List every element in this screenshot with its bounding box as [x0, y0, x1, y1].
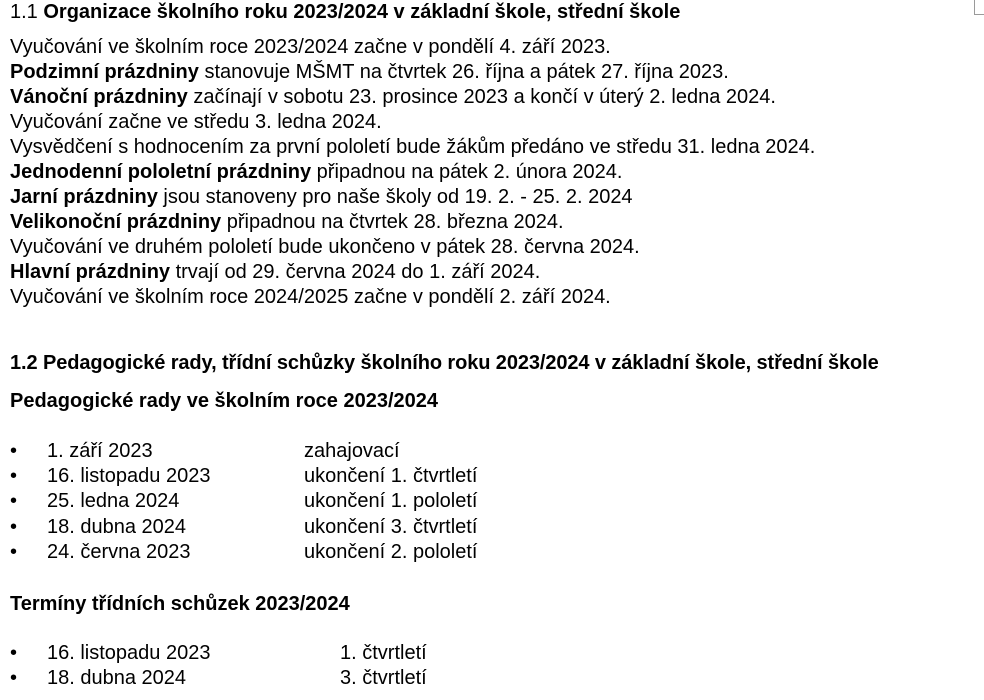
council-date: 25. ledna 2024 [47, 490, 180, 513]
section-1-2-heading [10, 351, 879, 375]
section-1-2-title: Pedagogické rady, třídní schůzky školního roku 2023/2024 v základní škole, střední škole [42, 352, 879, 374]
paragraph-line: Velikonoční prázdniny připadnou na čtvrtek 28. března 2024. [10, 211, 564, 233]
bullet-icon: • [10, 465, 18, 488]
paragraph-line: Vyučování ve školním roce 2023/2024 začne v pondělí 4. září 2023. [10, 36, 611, 58]
paragraph-line: Vysvědčení s hodnocením za první pololetí bude žákům předáno ve středu 31. ledna 2024. [10, 136, 816, 158]
bullet-icon: • [10, 440, 18, 462]
paragraph-line: Vyučování začne ve středu 3. ledna 2024. [10, 111, 382, 133]
council-date: 24. června 2023 [47, 540, 191, 563]
bullet-icon: • [10, 642, 18, 664]
page-corner-mark [974, 0, 984, 15]
paragraph-line: Hlavní prázdniny trvají od 29. června 2024 do 1. září 2024. [10, 261, 541, 283]
paragraph-line: Jednodenní pololetní prázdniny připadnou na pátek 2. února 2024. [10, 161, 623, 183]
council-date: 16. listopadu 2023 [47, 465, 211, 488]
paragraph-line: Jarní prázdniny jsou stanoveny pro naše školy od 19. 2. - 25. 2. 2024 [10, 186, 633, 208]
meetings-heading: Termíny třídních schůzek 2023/2024 [10, 593, 350, 615]
section-1-1-heading [10, 0, 680, 24]
bullet-icon: • [10, 667, 18, 690]
council-event: ukončení 1. pololetí [304, 490, 478, 513]
section-1-1-title: Organizace školního roku 2023/2024 v základní škole, střední škole [43, 1, 681, 23]
section-1-1-number: 1.1 [10, 1, 38, 23]
council-event: ukončení 2. pololetí [304, 540, 478, 563]
paragraph-line: Podzimní prázdniny stanovuje MŠMT na čtvrtek 26. října a pátek 27. října 2023. [10, 61, 729, 83]
council-date: 1. září 2023 [47, 440, 153, 462]
paragraph-line: Vyučování ve školním roce 2024/2025 začne v pondělí 2. září 2024. [10, 286, 611, 308]
paragraph-line: Vyučování ve druhém pololetí bude ukončeno v pátek 28. června 2024. [10, 236, 640, 258]
meeting-period: 3. čtvrtletí [340, 667, 427, 690]
bullet-icon: • [10, 540, 18, 563]
meeting-date: 16. listopadu 2023 [47, 642, 211, 664]
section-1-2-number: 1.2 [10, 352, 38, 374]
bullet-icon: • [10, 515, 18, 538]
council-event: zahajovací [304, 440, 400, 462]
paragraph-line: Vánoční prázdniny začínají v sobotu 23. prosince 2023 a končí v úterý 2. ledna 2024. [10, 86, 776, 108]
councils-heading: Pedagogické rady ve školním roce 2023/2024 [10, 390, 439, 412]
council-event: ukončení 1. čtvrtletí [304, 465, 478, 488]
section-1-1-body [10, 35, 815, 310]
council-date: 18. dubna 2024 [47, 515, 187, 538]
bullet-icon: • [10, 490, 18, 513]
meeting-date: 18. dubna 2024 [47, 667, 187, 690]
meeting-period: 1. čtvrtletí [340, 642, 427, 664]
council-event: ukončení 3. čtvrtletí [304, 515, 478, 538]
